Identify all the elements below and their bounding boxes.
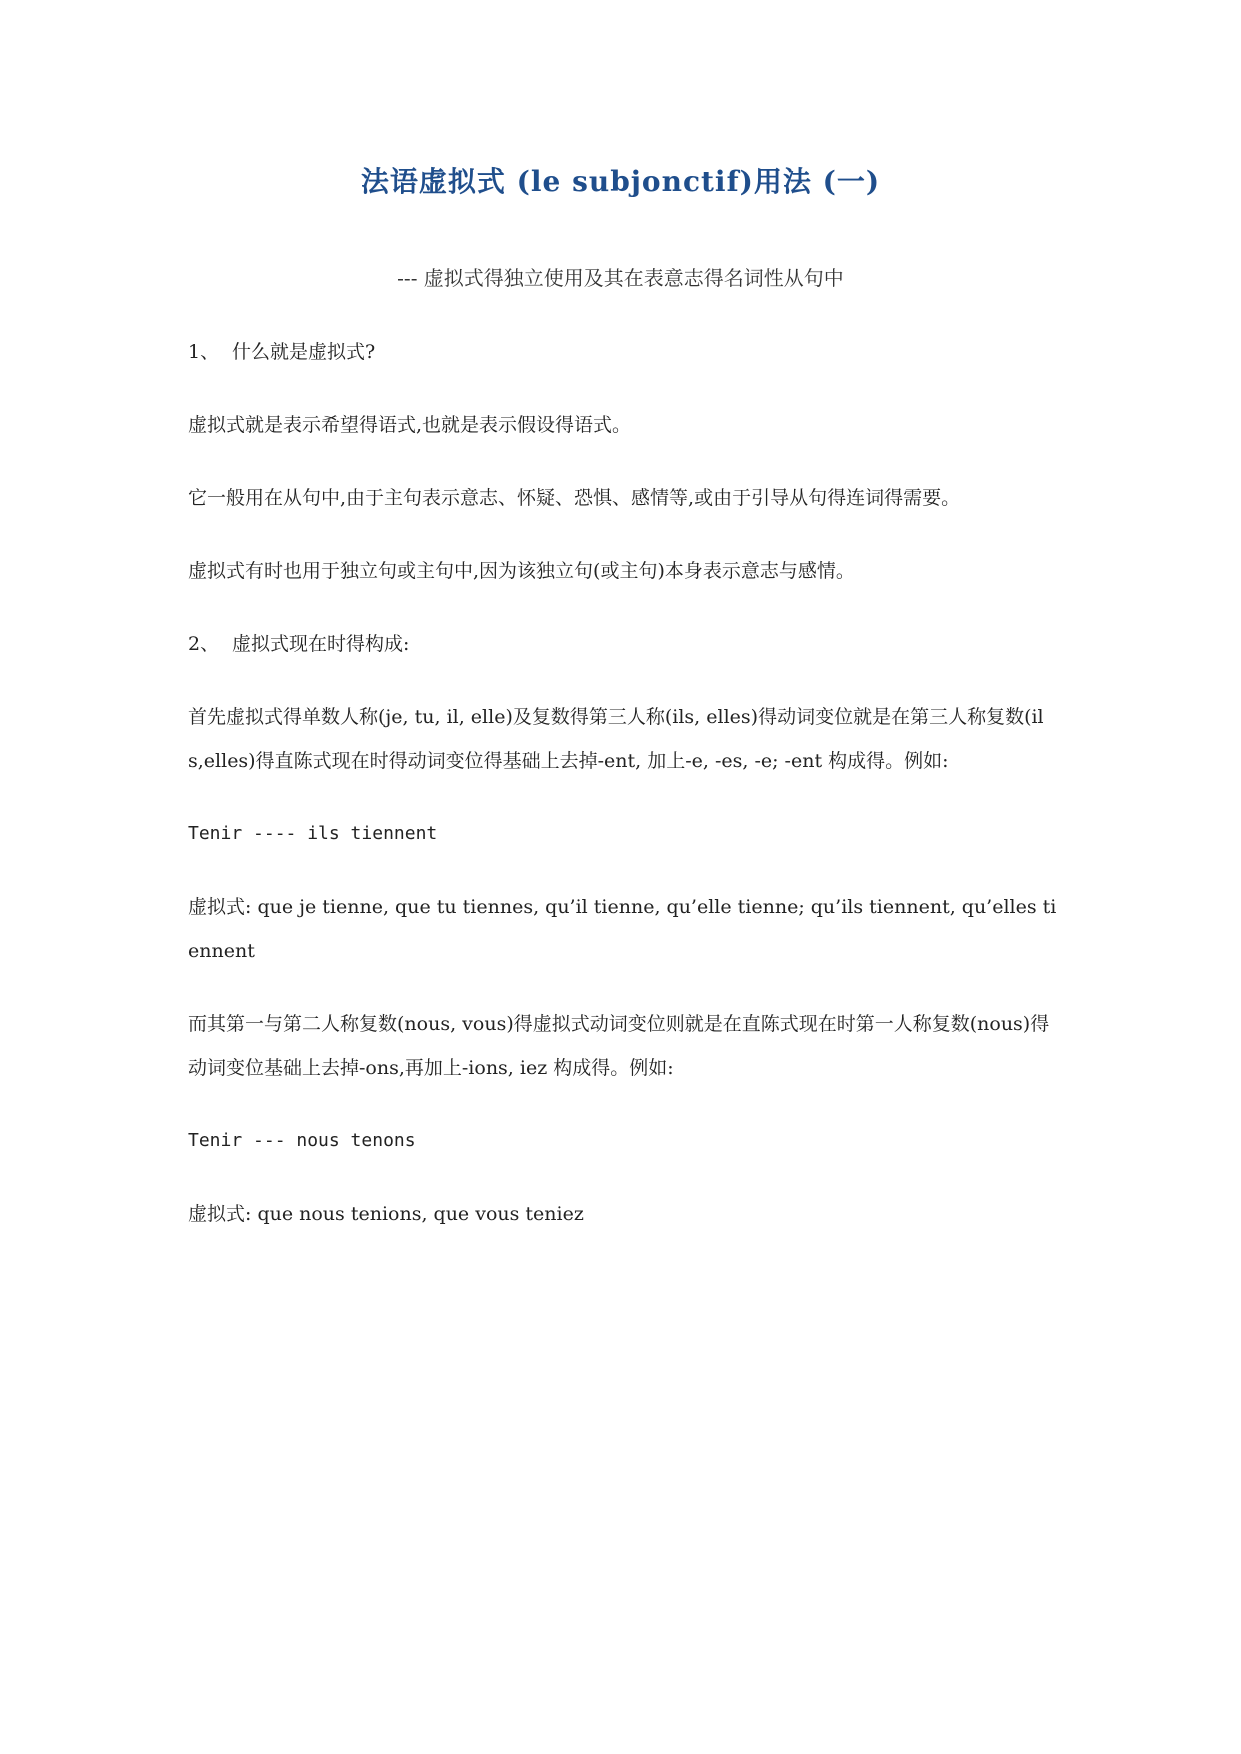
section-number: 2、: [188, 633, 220, 655]
example-line: Tenir ---- ils tiennent: [188, 823, 438, 844]
paragraph: 而其第一与第二人称复数(nous, vous)得虚拟式动词变位则就是在直陈式现在时第一人称复数(nous)得动词变位基础上去掉-ons,再加上-ions, iez 构成得。例如:: [188, 1013, 1050, 1079]
paragraph: 它一般用在从句中,由于主句表示意志、怀疑、恐惧、感情等,或由于引导从句得连词得需要。: [188, 487, 961, 509]
section-heading-text: 什么就是虚拟式?: [232, 341, 376, 363]
paragraph: 虚拟式就是表示希望得语式,也就是表示假设得语式。: [188, 414, 632, 436]
example-line: Tenir --- nous tenons: [188, 1130, 416, 1151]
paragraph: 虚拟式: que je tienne, que tu tiennes, qu’il tienne, qu’elle tienne; qu’ils tiennent, qu’elles tiennent: [188, 896, 1057, 962]
paragraph: 首先虚拟式得单数人称(je, tu, il, elle)及复数得第三人称(ils, elles)得动词变位就是在第三人称复数(ils,elles)得直陈式现在时得动词变位得基础上去掉-ent, 加上-e, -es, -e; -ent 构成得。例如:: [188, 706, 1044, 772]
paragraph: 虚拟式有时也用于独立句或主句中,因为该独立句(或主句)本身表示意志与感情。: [188, 560, 855, 582]
section-heading-1: [188, 330, 1058, 374]
section-number: 1、: [188, 341, 220, 363]
paragraph: 虚拟式: que nous tenions, que vous teniez: [188, 1203, 584, 1225]
section-heading-2: [188, 622, 1058, 666]
section-heading-text: 虚拟式现在时得构成:: [232, 633, 410, 655]
document-body: [188, 330, 1058, 1265]
document-title: 法语虚拟式 (le subjonctif)用法 (一): [360, 165, 881, 198]
document-subtitle: --- 虚拟式得独立使用及其在表意志得名词性从句中: [397, 266, 844, 290]
